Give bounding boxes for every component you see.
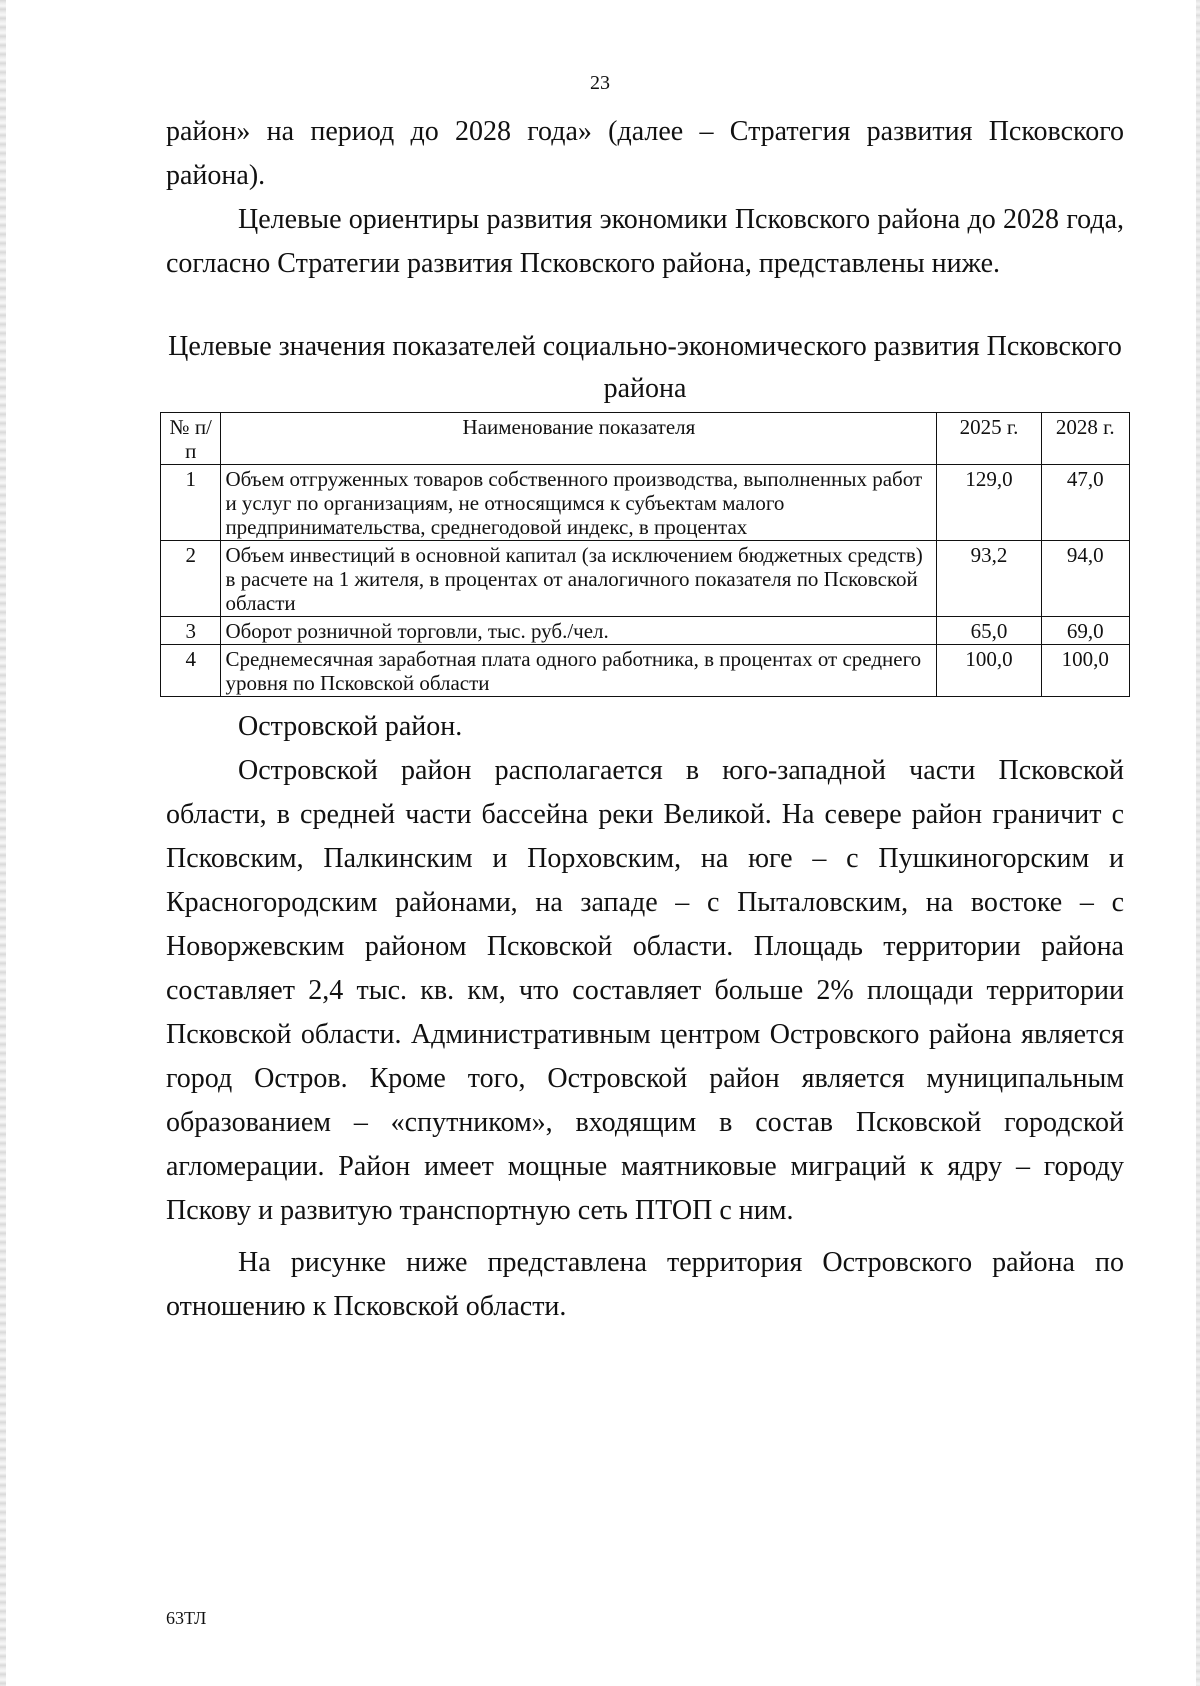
table-row <box>161 541 1130 617</box>
cell-num: 4 <box>161 645 221 697</box>
table-caption: Целевые значения показателей социально-экономического развития Псковского района <box>168 331 1122 404</box>
cell-name: Среднемесячная заработная плата одного работника, в процентах от среднего уровня по Псковской области <box>221 645 937 697</box>
header-2025: 2025 г. <box>937 413 1041 465</box>
paragraph-continuation: район» на период до 2028 года» (далее – Стратегия развития Псковского района). <box>166 116 1124 191</box>
cell-name: Объем отгруженных товаров собственного производства, выполненных работ и услуг по организациям, не относящимся к субъектам малого предпринимательства, среднегодовой индекс, в процентах <box>221 465 937 541</box>
paragraph-figure-intro: На рисунке ниже представлена территория Островского района по отношению к Псковской области. <box>166 1247 1124 1322</box>
cell-2025: 93,2 <box>937 541 1041 617</box>
document-body <box>166 110 1124 1329</box>
table-row <box>161 645 1130 697</box>
cell-name: Объем инвестиций в основной капитал (за исключением бюджетных средств) в расчете на 1 жителя, в процентах от аналогичного показателя по Псковской области <box>221 541 937 617</box>
paragraph-targets-intro: Целевые ориентиры развития экономики Псковского района до 2028 года, согласно Стратегии развития Псковского района, представлены ниже. <box>166 204 1124 279</box>
scan-edge-right <box>1196 0 1200 1686</box>
table-header-row <box>161 413 1130 465</box>
section-heading: Островской район. <box>238 711 463 742</box>
scan-edge-left <box>0 0 6 1686</box>
cell-num: 3 <box>161 617 221 645</box>
page-number: 23 <box>590 72 610 94</box>
cell-2025: 100,0 <box>937 645 1041 697</box>
cell-num: 2 <box>161 541 221 617</box>
table-row <box>161 465 1130 541</box>
paragraph-district-description: Островской район располагается в юго-западной части Псковской области, в средней части бассейна реки Великой. На севере район граничит с Псковским, Палкинским и Порховским, на юге – с Пушкиногорским и Красногородским районами, на западе – с Пыталовским, на востоке – с Новоржевским районом Псковской области. Площадь территории района составляет 2,4 тыс. кв. км, что составляет больше 2% площади территории Псковской области. Административным центром Островского района является город Остров. Кроме того, Островской район является муниципальным образованием – «спутником», входящим в состав Псковской городской агломерации. Район имеет мощные маятниковые миграций к ядру – городу Пскову и развитую транспортную сеть ПТОП с ним. <box>166 755 1124 1226</box>
cell-2028: 47,0 <box>1041 465 1129 541</box>
cell-2028: 69,0 <box>1041 617 1129 645</box>
header-2028: 2028 г. <box>1041 413 1129 465</box>
indicators-table <box>160 412 1130 697</box>
cell-num: 1 <box>161 465 221 541</box>
cell-2025: 65,0 <box>937 617 1041 645</box>
cell-2028: 100,0 <box>1041 645 1129 697</box>
cell-2028: 94,0 <box>1041 541 1129 617</box>
table-row <box>161 617 1130 645</box>
footer-code: 63ТЛ <box>166 1608 207 1628</box>
header-name: Наименование показателя <box>221 413 937 465</box>
header-num: № п/п <box>161 413 221 465</box>
cell-2025: 129,0 <box>937 465 1041 541</box>
cell-name: Оборот розничной торговли, тыс. руб./чел. <box>221 617 937 645</box>
